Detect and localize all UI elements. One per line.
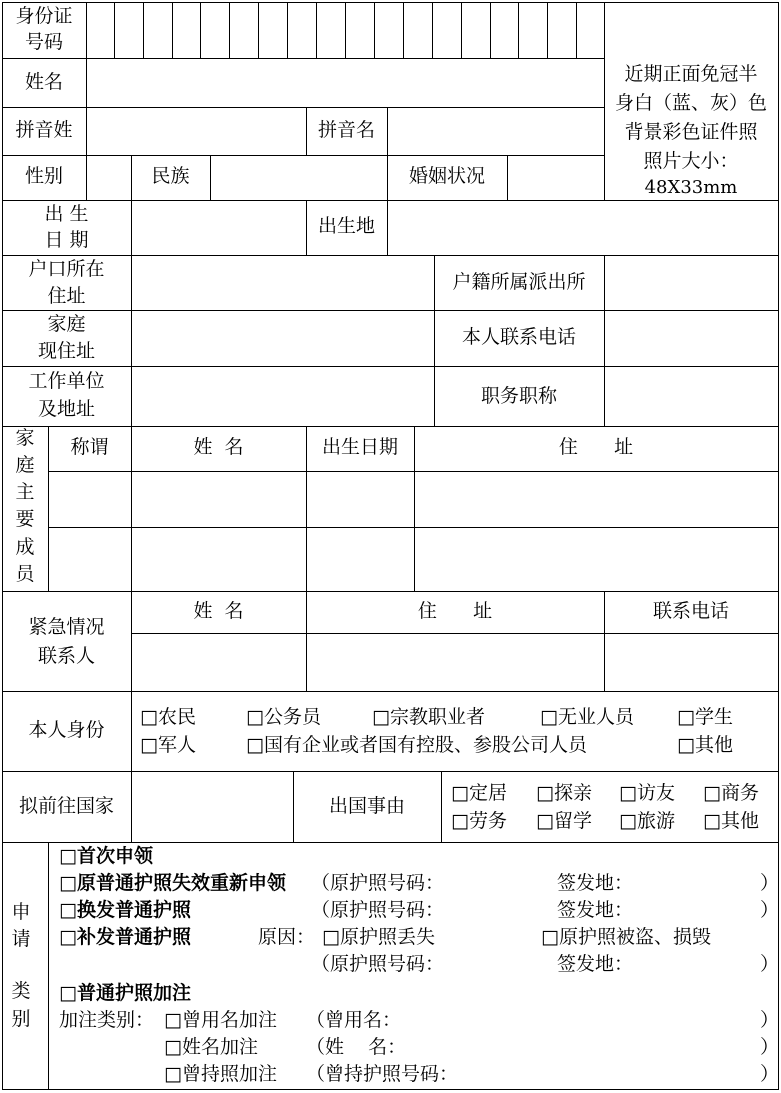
family-label: 要 bbox=[15, 508, 35, 530]
rule bbox=[387, 200, 388, 255]
former-name-field[interactable]: （曾用名： bbox=[306, 1009, 402, 1031]
work-label: 及地址 bbox=[37, 398, 95, 420]
id-cell-rule bbox=[461, 2, 462, 58]
purpose-study-checkbox[interactable]: □留学 bbox=[536, 810, 592, 832]
rule bbox=[2, 771, 779, 772]
family-col-address: 住 址 bbox=[558, 436, 634, 458]
identity-military-checkbox[interactable]: □军人 bbox=[140, 734, 196, 756]
family-col-relation: 称谓 bbox=[70, 436, 109, 458]
name-field[interactable]: （姓 名： bbox=[306, 1036, 407, 1058]
id-cell-rule bbox=[143, 2, 144, 58]
identity-other-checkbox[interactable]: □其他 bbox=[677, 734, 733, 756]
reason-stolen-checkbox[interactable]: □原护照被盗、损毁 bbox=[541, 926, 711, 948]
rule bbox=[2, 2, 779, 3]
identity-unemployed-checkbox[interactable]: □无业人员 bbox=[540, 706, 634, 728]
id-cell-rule bbox=[287, 2, 288, 58]
emergency-col-address: 住 址 bbox=[417, 600, 493, 622]
former-name-checkbox[interactable]: □曾用名加注 bbox=[164, 1009, 277, 1031]
apply-type-label: 类 bbox=[11, 980, 31, 1002]
photo-note-line: 近期正面免冠半 bbox=[624, 63, 758, 85]
rule bbox=[210, 155, 211, 200]
paren-close: ） bbox=[760, 872, 780, 894]
job-title-label: 职务职称 bbox=[480, 385, 557, 407]
birth-date-label: 日 期 bbox=[44, 229, 89, 251]
issue-place-field[interactable]: 签发地： bbox=[557, 872, 634, 894]
id-cell-rule bbox=[114, 2, 115, 58]
photo-note bbox=[604, 60, 778, 200]
rule bbox=[778, 2, 779, 1090]
id-cell-rule bbox=[316, 2, 317, 58]
ethnicity-label: 民族 bbox=[151, 165, 190, 187]
old-passport-no-field[interactable]: （原护照号码： bbox=[311, 872, 445, 894]
id-cell-rule bbox=[345, 2, 346, 58]
annotation-type-label: 加注类别： bbox=[59, 1009, 155, 1031]
family-col-name: 姓 名 bbox=[193, 436, 244, 458]
old-passport-no-field[interactable]: （原护照号码： bbox=[311, 899, 445, 921]
name-label: 姓名 bbox=[24, 71, 63, 93]
reason-label: 原因： bbox=[258, 926, 316, 948]
id-cell-rule bbox=[229, 2, 230, 58]
name-annotation-checkbox[interactable]: □姓名加注 bbox=[164, 1036, 258, 1058]
birth-place-label: 出生地 bbox=[317, 215, 375, 237]
identity-student-checkbox[interactable]: □学生 bbox=[677, 706, 733, 728]
paren-close: ） bbox=[760, 1036, 780, 1058]
hukou-police-label: 户籍所属派出所 bbox=[452, 271, 586, 293]
rule bbox=[2, 155, 604, 156]
rule bbox=[2, 58, 604, 59]
photo-note-line: 背景彩色证件照 bbox=[624, 121, 758, 143]
paren-close: ） bbox=[760, 899, 780, 921]
family-label: 员 bbox=[15, 563, 35, 585]
rule bbox=[131, 633, 779, 634]
identity-label: 本人身份 bbox=[28, 719, 105, 741]
rule bbox=[441, 771, 442, 842]
emergency-label: 联系人 bbox=[37, 645, 95, 667]
rule bbox=[2, 426, 779, 427]
identity-religious-checkbox[interactable]: □宗教职业者 bbox=[372, 706, 485, 728]
annotation-checkbox[interactable]: □普通护照加注 bbox=[59, 982, 191, 1004]
rule bbox=[2, 107, 604, 108]
id-cell-rule bbox=[432, 2, 433, 58]
id-cell-rule bbox=[576, 2, 577, 58]
id-number-label: 身份证 号码 bbox=[15, 5, 73, 53]
family-label: 成 bbox=[15, 536, 35, 558]
rule bbox=[2, 691, 779, 692]
destination-label: 拟前往国家 bbox=[18, 795, 114, 817]
replace-checkbox[interactable]: □补发普通护照 bbox=[59, 926, 191, 948]
id-cell-rule bbox=[403, 2, 404, 58]
id-cell-rule bbox=[374, 2, 375, 58]
identity-farmer-checkbox[interactable]: □农民 bbox=[140, 706, 196, 728]
pinyin-surname-label: 拼音姓 bbox=[15, 119, 73, 141]
emergency-label: 紧急情况 bbox=[28, 616, 105, 638]
rule bbox=[604, 255, 605, 426]
first-apply-checkbox[interactable]: □首次申领 bbox=[59, 845, 153, 867]
rule bbox=[387, 107, 388, 155]
rule bbox=[2, 1089, 779, 1090]
purpose-visit-friend-checkbox[interactable]: □访友 bbox=[619, 782, 675, 804]
reason-lost-checkbox[interactable]: □原护照丢失 bbox=[322, 926, 435, 948]
rule bbox=[131, 155, 132, 426]
marital-label: 婚姻状况 bbox=[408, 165, 485, 187]
phone-label: 本人联系电话 bbox=[461, 326, 576, 348]
home-address-label: 现住址 bbox=[37, 340, 95, 362]
paren-close: ） bbox=[760, 1063, 780, 1085]
issue-place-field[interactable]: 签发地： bbox=[557, 899, 634, 921]
rule bbox=[2, 591, 779, 592]
family-label: 庭 bbox=[15, 454, 35, 476]
former-passport-checkbox[interactable]: □曾持照加注 bbox=[164, 1063, 277, 1085]
rule bbox=[86, 2, 87, 155]
rule bbox=[507, 155, 508, 200]
rule bbox=[131, 691, 132, 771]
purpose-labor-checkbox[interactable]: □劳务 bbox=[451, 810, 507, 832]
id-cell-rule bbox=[518, 2, 519, 58]
purpose-label: 出国事由 bbox=[328, 795, 405, 817]
family-label: 家 bbox=[15, 427, 35, 449]
rule bbox=[48, 842, 49, 1089]
identity-civil-servant-checkbox[interactable]: □公务员 bbox=[246, 706, 321, 728]
family-label: 主 bbox=[15, 481, 35, 503]
home-address-label: 家庭 bbox=[47, 313, 86, 335]
rule bbox=[131, 771, 132, 842]
apply-type-label: 申 bbox=[11, 901, 31, 923]
paren-close: ） bbox=[760, 953, 780, 975]
id-cell-rule bbox=[547, 2, 548, 58]
purpose-settle-checkbox[interactable]: □定居 bbox=[451, 782, 507, 804]
purpose-other-checkbox[interactable]: □其他 bbox=[703, 810, 759, 832]
emergency-col-name: 姓 名 bbox=[193, 600, 244, 622]
former-passport-field[interactable]: （曾持护照号码： bbox=[306, 1063, 459, 1085]
hukou-address-label: 户口所在 bbox=[28, 258, 105, 280]
id-cell-rule bbox=[490, 2, 491, 58]
photo-note-line: 48X33mm bbox=[644, 177, 738, 198]
old-passport-no-field[interactable]: （原护照号码： bbox=[311, 953, 445, 975]
rule bbox=[2, 366, 779, 367]
apply-type-label: 请 bbox=[11, 928, 31, 950]
paren-close: ） bbox=[760, 1009, 780, 1031]
apply-type-label: 别 bbox=[11, 1008, 31, 1030]
purpose-business-checkbox[interactable]: □商务 bbox=[703, 782, 759, 804]
emergency-col-phone: 联系电话 bbox=[652, 600, 729, 622]
purpose-travel-checkbox[interactable]: □旅游 bbox=[619, 810, 675, 832]
id-cell-rule bbox=[172, 2, 173, 58]
purpose-visit-family-checkbox[interactable]: □探亲 bbox=[536, 782, 592, 804]
renew-checkbox[interactable]: □换发普通护照 bbox=[59, 899, 191, 921]
id-cell-rule bbox=[200, 2, 201, 58]
pinyin-given-label: 拼音名 bbox=[317, 119, 375, 141]
birth-date-label: 出 生 bbox=[44, 203, 89, 225]
work-label: 工作单位 bbox=[28, 370, 105, 392]
family-col-birth: 出生日期 bbox=[321, 436, 398, 458]
issue-place-field[interactable]: 签发地： bbox=[557, 953, 634, 975]
reapply-checkbox[interactable]: □原普通护照失效重新申领 bbox=[59, 872, 286, 894]
rule bbox=[86, 155, 87, 200]
photo-note-line: 身白（蓝、灰）色 bbox=[614, 92, 767, 114]
identity-soe-checkbox[interactable]: □国有企业或者国有控股、参股公司人员 bbox=[246, 734, 587, 756]
hukou-address-label: 住址 bbox=[47, 285, 86, 307]
photo-note-line: 照片大小： bbox=[643, 150, 739, 172]
id-cell-rule bbox=[258, 2, 259, 58]
gender-label: 性别 bbox=[24, 165, 63, 187]
